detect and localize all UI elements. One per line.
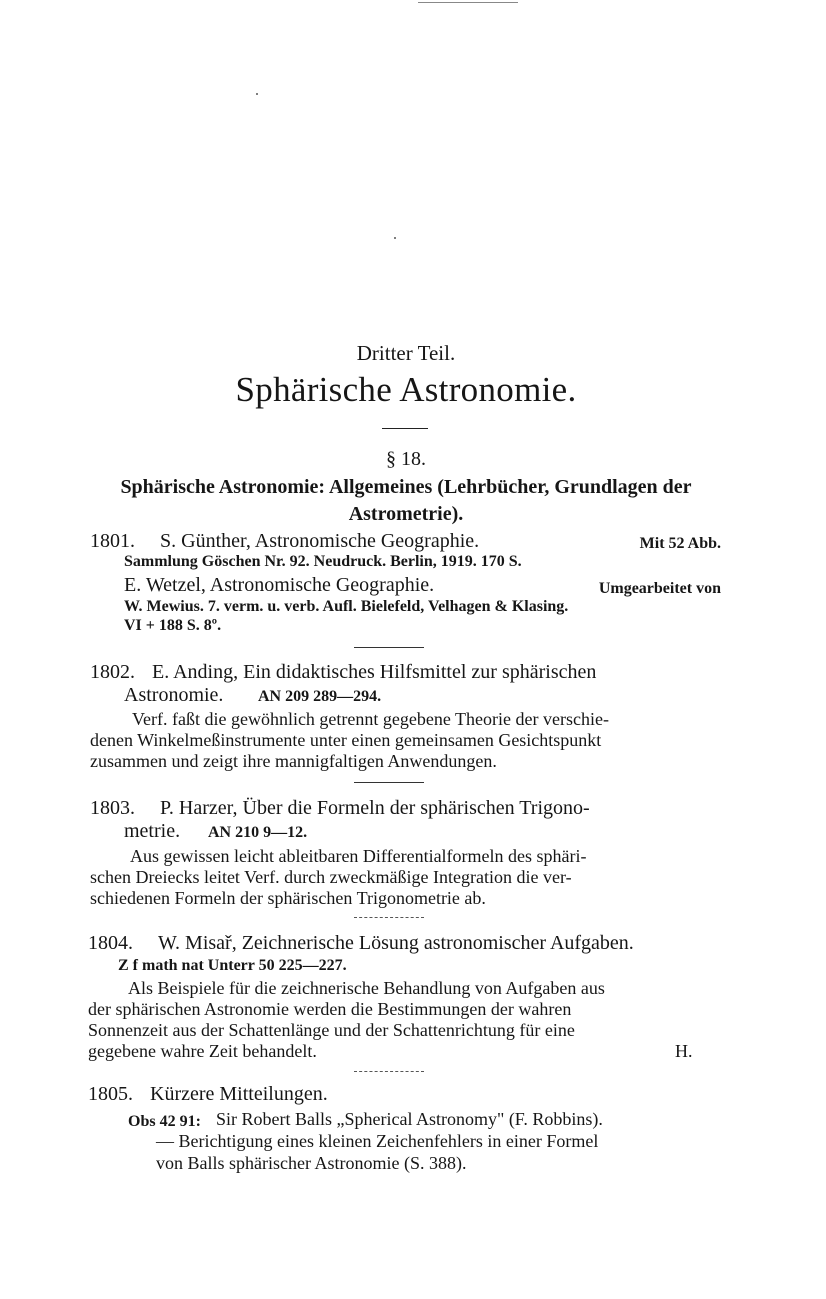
entry-reference: Sammlung Göschen Nr. 92. Neudruck. Berlin, 1919. 170 S. — [124, 553, 522, 570]
entry-reference: Obs 42 91: — [128, 1113, 201, 1130]
entry-abstract-line: denen Winkelmeßinstrumente unter einen gemeinsamen Gesichtspunkt — [90, 730, 602, 750]
entry-abstract-line: zusammen und zeigt ihre mannigfaltigen Anwendungen. — [90, 751, 497, 771]
section-title: Sphärische Astronomie: Allgemeines (Lehrbücher, Grundlagen der Astrometrie). — [120, 476, 692, 525]
entry-reference: VI + 188 S. 8º. — [124, 617, 222, 634]
top-edge-rule — [418, 2, 518, 3]
entry-separator — [354, 782, 424, 783]
entry-abstract-line: — Berichtigung eines kleinen Zeichenfehlers in einer Formel — [156, 1131, 599, 1151]
entry-reference: W. Mewius. 7. verm. u. verb. Aufl. Bielefeld, Velhagen & Klasing. — [124, 598, 569, 615]
entry-abstract-line: Sonnenzeit aus der Schattenlänge und der Schattenrichtung für eine — [88, 1020, 575, 1040]
entry-abstract-line: gegebene wahre Zeit behandelt. — [88, 1041, 317, 1061]
entry-abstract-line: schen Dreiecks leitet Verf. durch zweckmäßige Integration die ver- — [90, 867, 572, 887]
entry-abstract-line: von Balls sphärischer Astronomie (S. 388). — [156, 1153, 467, 1173]
entry-number: 1805. — [88, 1083, 133, 1105]
entry-note: Umgearbeitet von — [598, 580, 721, 597]
entry-title: S. Günther, Astronomische Geographie. — [160, 530, 480, 552]
reviewer-initial: H. — [675, 1041, 693, 1061]
entry-abstract-line: der sphärischen Astronomie werden die Bestimmungen der wahren — [88, 999, 572, 1019]
entry-title: E. Wetzel, Astronomische Geographie. — [124, 574, 435, 596]
print-speck — [394, 237, 396, 239]
entry-number: 1804. — [88, 932, 133, 954]
entry-separator — [354, 647, 424, 648]
entry-abstract-line: Sir Robert Balls „Spherical Astronomy" (F. Robbins). — [216, 1109, 603, 1129]
entry-number: 1803. — [90, 797, 135, 819]
entry-number: 1802. — [90, 661, 135, 683]
entry-abstract-line: schiedenen Formeln der sphärischen Trigonometrie ab. — [90, 888, 486, 908]
print-speck — [256, 93, 258, 95]
entry-abstract-line: Aus gewissen leicht ableitbaren Differentialformeln des sphäri- — [130, 846, 587, 866]
entry-title: metrie. — [124, 820, 181, 842]
entry-title: Kürzere Mitteilungen. — [150, 1083, 328, 1105]
entry-separator — [354, 917, 424, 918]
entry-note: Mit 52 Abb. — [639, 535, 721, 552]
section-number: § 18. — [386, 448, 426, 470]
title-rule — [382, 428, 428, 429]
entry-number: 1801. — [90, 530, 135, 552]
part-title: Sphärische Astronomie. — [235, 370, 577, 409]
entry-reference: Z f math nat Unterr 50 225—227. — [118, 957, 347, 974]
entry-abstract-line: Verf. faßt die gewöhnlich getrennt gegebene Theorie der verschie- — [132, 709, 609, 729]
entry-reference: AN 210 9—12. — [208, 824, 308, 841]
part-label: Dritter Teil. — [356, 341, 456, 365]
entry-reference: AN 209 289—294. — [258, 688, 382, 705]
entry-title: Astronomie. — [124, 684, 224, 706]
entry-abstract-line: Als Beispiele für die zeichnerische Behandlung von Aufgaben aus — [128, 978, 605, 998]
entry-title: E. Anding, Ein didaktisches Hilfsmittel zur sphärischen — [152, 661, 597, 683]
entry-separator — [354, 1071, 424, 1072]
entry-title: P. Harzer, Über die Formeln der sphärischen Trigono- — [160, 797, 590, 819]
entry-title: W. Misař, Zeichnerische Lösung astronomischer Aufgaben. — [158, 932, 634, 954]
